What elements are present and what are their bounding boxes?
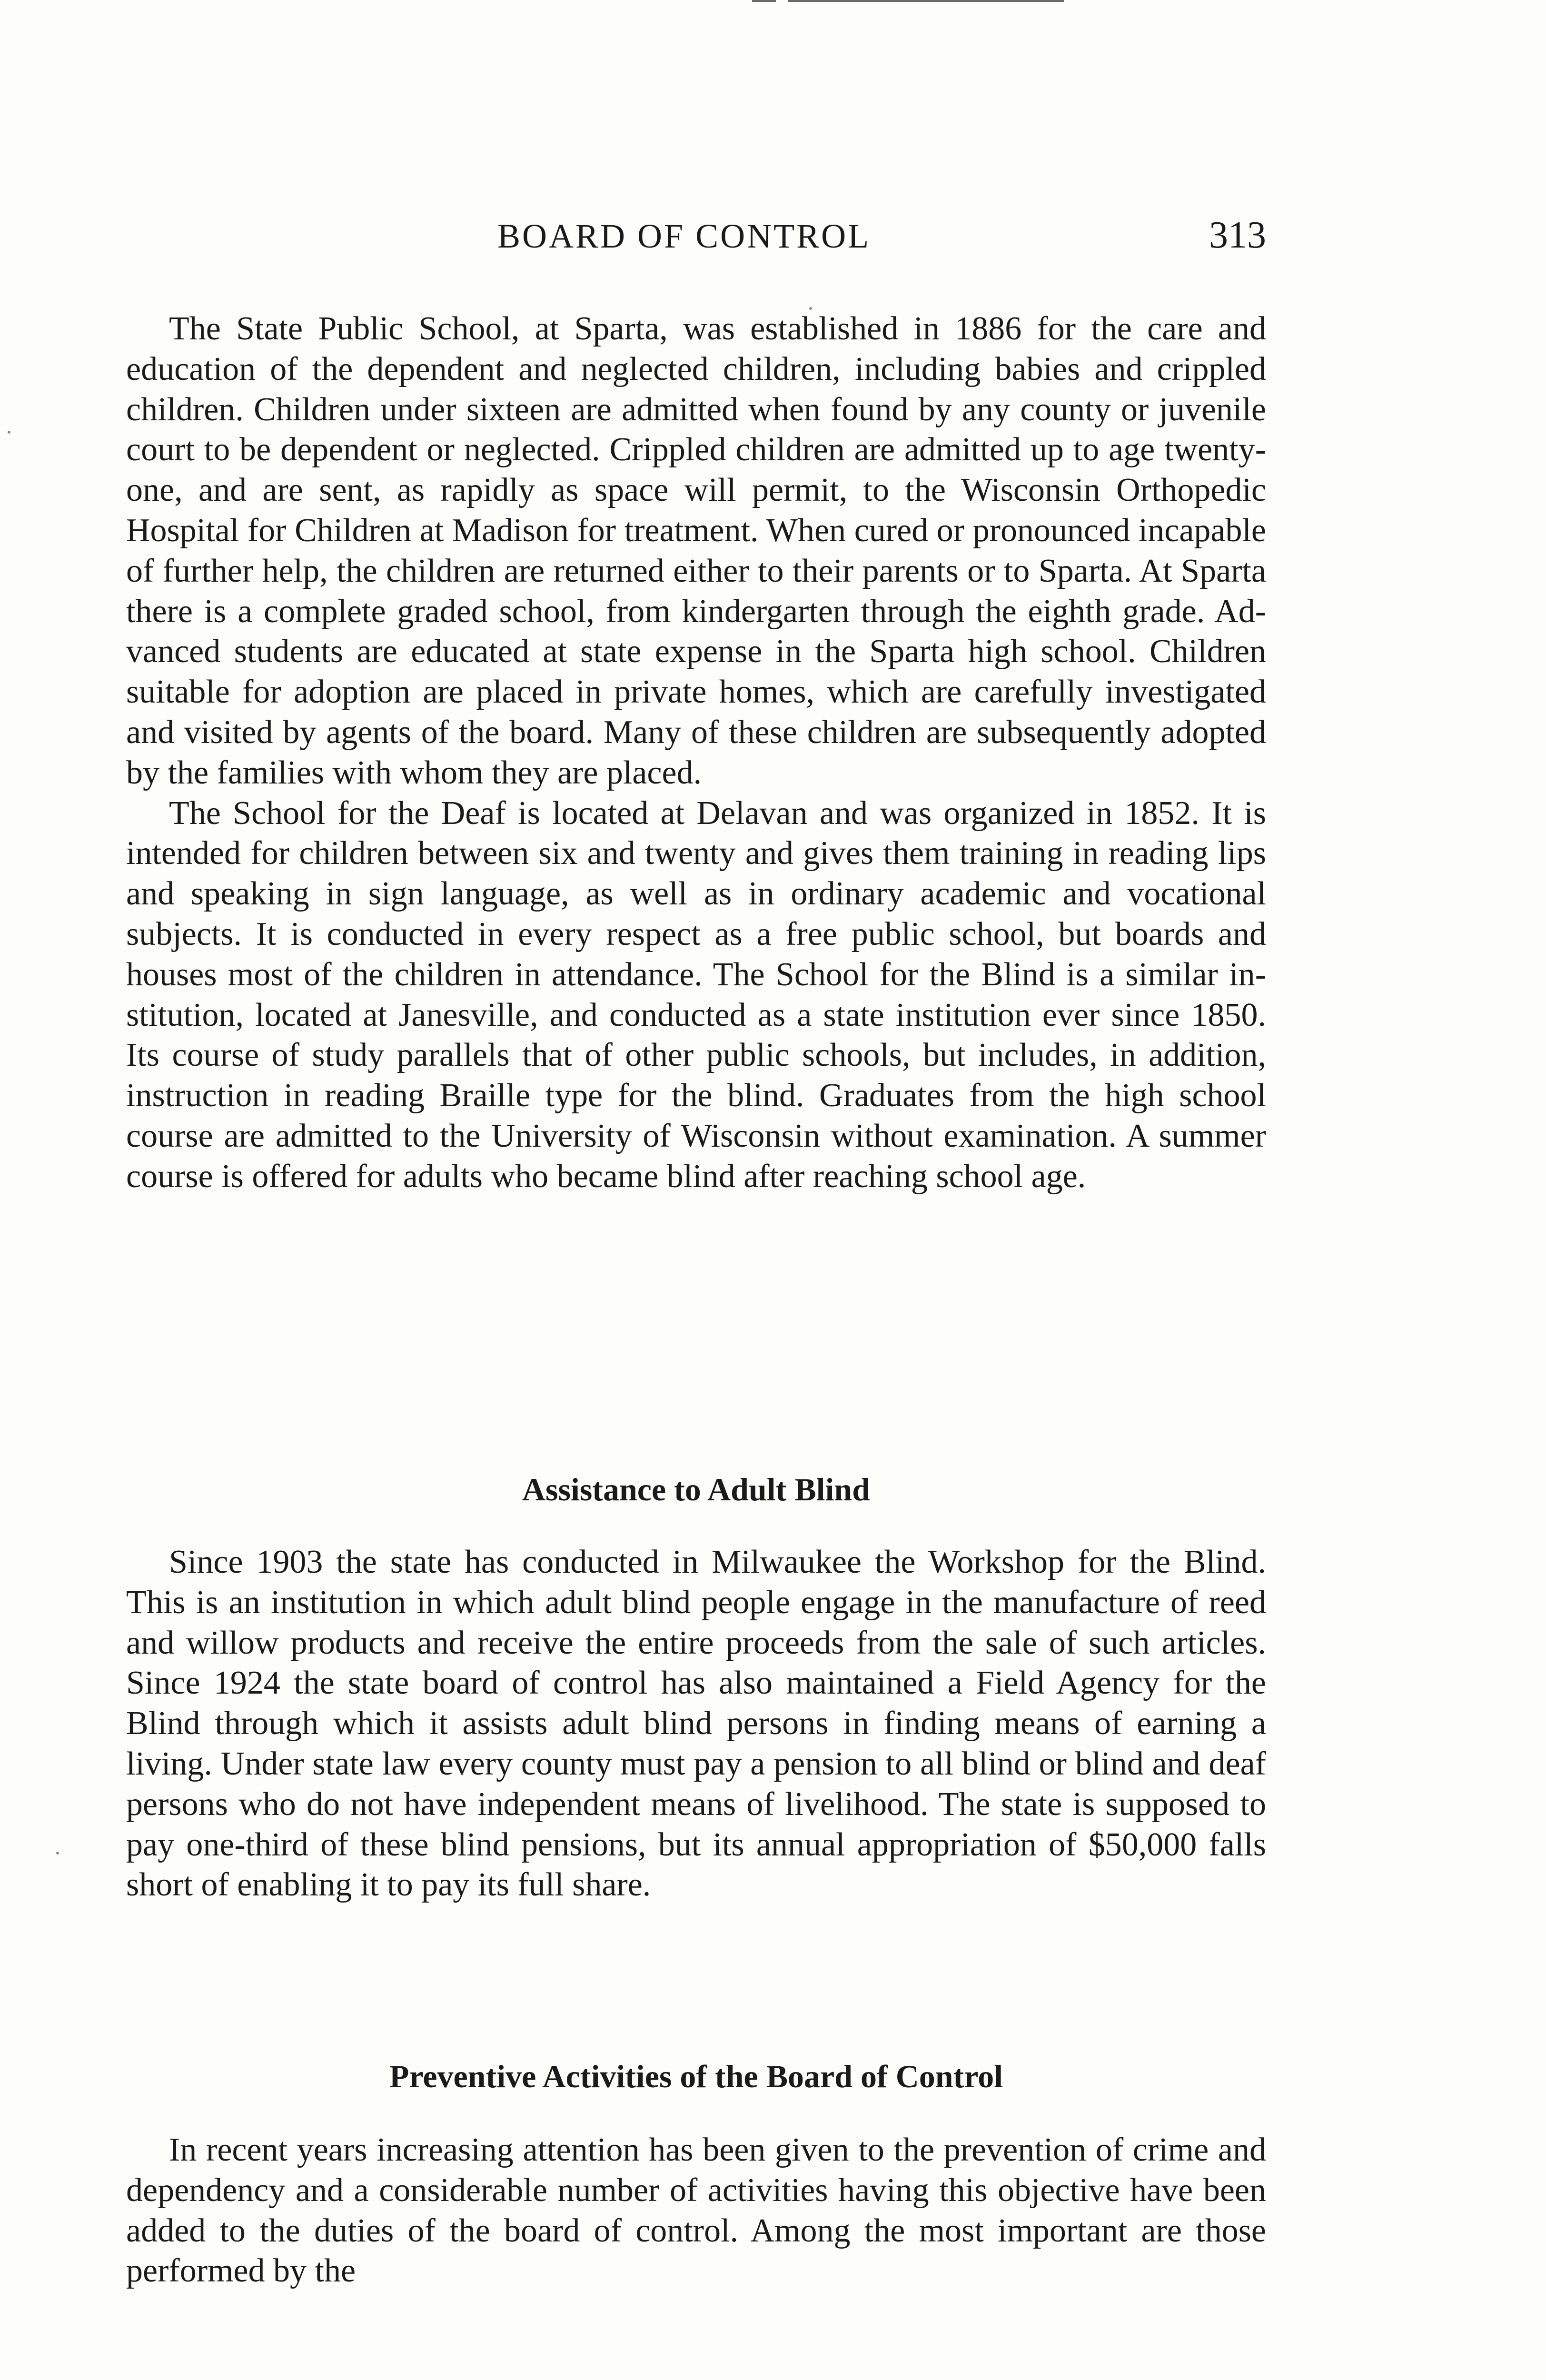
running-title: BOARD OF CONTROL bbox=[497, 217, 871, 255]
page-number: 313 bbox=[1209, 214, 1266, 256]
running-head bbox=[126, 212, 1266, 264]
scan-speck bbox=[56, 1852, 59, 1854]
scan-edge-mark bbox=[752, 0, 776, 2]
scan-edge-mark bbox=[788, 0, 1064, 2]
body-text-block bbox=[126, 309, 1266, 1197]
paragraph-school-for-deaf: The School for the Deaf is located at Delavan and was organized in 1852. It is intended for children between six and twenty and gives them training in reading lips and speaking in sign language, as well as in ordinary academic and vocational subjects. It is conducted in every respect as a free public school, but boards and houses most of the children in attendance. The School for the Blind is a similar institution, located at Janesville, and conducted as a state institution ever since 1850. Its course of study parallels that of other public schools, but includes, in addition, instruction in reading Braille type for the blind. Graduates from the high school course are admitted to the University of Wisconsin without examination. A summer course is offered for adults who became blind after reaching school age. bbox=[126, 794, 1266, 1195]
paragraph-adult-blind: Since 1903 the state has conducted in Milwaukee the Workshop for the Blind. This is an institution in which adult blind people engage in the manufacture of reed and willow products and receive the entire proceeds from the sale of such articles. Since 1924 the state board of control has also maintained a Field Agency for the Blind through which it assists adult blind persons in finding means of earning a living. Under state law every county must pay a pension to all blind or blind and deaf persons who do not have independent means of livelihood. The state is supposed to pay one-third of these blind pensions, but its annual appropriation of $50,000 falls short of enabling it to pay its full share. bbox=[126, 1544, 1266, 1904]
section-heading-preventive-activities: Preventive Activities of the Board of Control bbox=[389, 2058, 1003, 2094]
section-text-adult-blind bbox=[126, 1542, 1266, 1905]
scan-speck bbox=[8, 431, 10, 434]
scan-speck bbox=[809, 307, 812, 310]
section-text-preventive-activities bbox=[126, 2130, 1266, 2291]
paragraph-preventive-activities: In recent years increasing attention has been given to the prevention of crime and dependency and a considerable number of activities having this objective have been added to the duties of the board of control. Among the most important are those performed by the bbox=[126, 2132, 1266, 2290]
section-heading-adult-blind: Assistance to Adult Blind bbox=[522, 1471, 871, 1507]
paragraph-state-public-school: The State Public School, at Sparta, was established in 1886 for the care and education of the dependent and neglected children, including babies and crippled children. Children under sixteen are admitted when found by any county or juvenile court to be dependent or neglected. Crippled children are admitted up to age twenty-one, and are sent, as rapidly as space will permit, to the Wisconsin Orthopedic Hospital for Children at Madison for treatment. When cured or pronounced incapable of further help, the children are returned either to their parents or to Sparta. At Sparta there is a complete graded school, from kindergarten through the eighth grade. Advanced students are educated at state expense in the Sparta high school. Children suitable for adoption are placed in private homes, which are carefully investigated and visited by agents of the board. Many of these children are subsequently adopted by the families with whom they are placed. bbox=[126, 310, 1266, 791]
